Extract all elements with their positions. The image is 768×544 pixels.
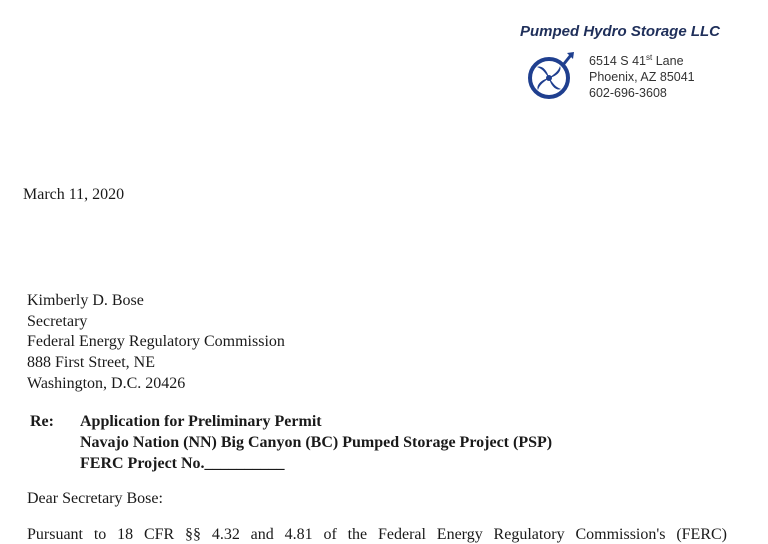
address-number: 6514 S 41 [589, 54, 646, 68]
recipient-city: Washington, D.C. 20426 [27, 374, 186, 392]
address-ordinal: st [646, 52, 653, 62]
address-street: Lane [652, 54, 684, 68]
recipient-name: Kimberly D. Bose [27, 292, 144, 309]
recipient-street: 888 First Street, NE [27, 354, 155, 372]
recipient-organization: Federal Energy Regulatory Commission [27, 333, 285, 351]
company-name: Pumped Hydro Storage LLC [520, 23, 721, 40]
body-paragraph: Pursuant to 18 CFR §§ 4.32 and 4.81 of the Federal Energy Regulatory Commission's (FERC) [27, 526, 727, 543]
phone-number: 602-696-3608 [589, 86, 667, 100]
company-address [589, 53, 695, 101]
address-street-line [589, 53, 695, 69]
address-city: Phoenix, AZ 85041 [589, 70, 695, 84]
salutation: Dear Secretary Bose: [27, 490, 163, 507]
re-line-project-name: Navajo Nation (NN) Big Canyon (BC) Pumped Storage Project (PSP) [80, 434, 553, 451]
re-line-application: Application for Preliminary Permit [80, 413, 322, 430]
re-line-project-number: FERC Project No.__________ [80, 455, 285, 472]
recipient-title: Secretary [27, 312, 88, 330]
letter-date: March 11, 2020 [23, 186, 125, 203]
recipient-block [27, 291, 285, 395]
re-label: Re: [30, 413, 54, 430]
turbine-logo-icon [523, 51, 579, 101]
re-lines [80, 411, 552, 474]
